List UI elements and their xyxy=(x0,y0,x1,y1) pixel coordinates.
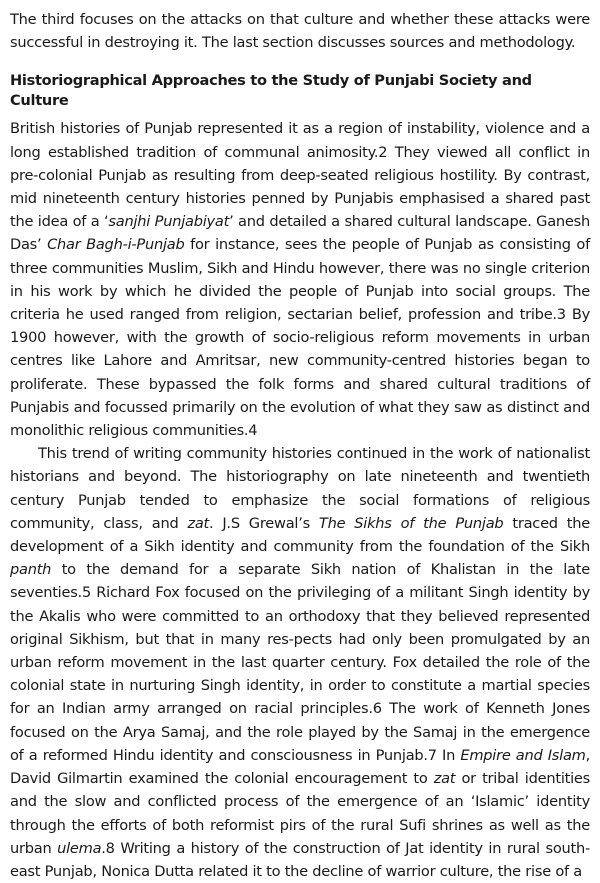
section-gap xyxy=(10,54,590,71)
p2-italic-zat-2: zat xyxy=(433,770,456,788)
p1-text-3: for instance, sees the people of Punjab as consisting of three communities Muslim, Sikh and Hindu however, there was no single criterion in his work by which he divided the people of Punjab into social groups. The criteria he used ranged from religion, sectarian belief, profession and tribe.3 By 1900 however, with the growth of socio-religious reform movements in urban centres like Lahore and Amritsar, new community-centred histories began to proliferate. These bypassed the folk forms and shared cultural traditions of Punjabis and focussed primarily on the evolution of what they saw as distinct and monolithic religious communities.4 xyxy=(10,236,590,440)
intro-text: The third focuses on the attacks on that culture and whether these attacks were successful in destroying it. The last section discusses sources and methodology. xyxy=(10,11,590,52)
p2-italic-ulema: ulema xyxy=(57,839,102,857)
p2-italic-zat: zat xyxy=(187,514,210,532)
p2-text-5: , David Gilmartin examined the colonial encouragement to xyxy=(10,746,591,788)
intro-paragraph xyxy=(10,8,590,54)
p2-italic-empire-islam: Empire and Islam xyxy=(460,746,586,764)
document-page xyxy=(10,8,590,883)
p2-text-3: traced the development of a Sikh identity and community from the foundation of the Sikh xyxy=(10,514,590,556)
p2-text-2: . J.S Grewal’s xyxy=(209,514,319,532)
p1-text-1: British histories of Punjab represented it as a region of instability, violence and a long established tradition of communal animosity.2 They viewed all conflict in pre-colonial Punjab as resulting from deep-seated religious hostility. By contrast, mid nineteenth century histories penned by Punjabis emphasised a shared past the idea of a ‘ xyxy=(10,120,590,231)
p1-italic-char-bagh: Char Bagh-i-Punjab xyxy=(47,236,185,254)
p1-italic-sanjhi: sanjhi Punjabiyat xyxy=(108,213,230,231)
p2-text-1: This trend of writing community histories continued in the work of nationalist historians and beyond. The historiography on late nineteenth and twentieth century Punjab tended to emphasize the social formations of religious community, class, and xyxy=(10,445,590,532)
p2-text-7: .8 Writing a history of the construction of Jat identity in rural south-east Punjab, Nonica Dutta related it to the decline of warrior culture, the rise of a xyxy=(10,839,590,880)
paragraph-2 xyxy=(10,442,590,883)
p2-italic-sikhs-title: The Sikhs of the Punjab xyxy=(318,514,504,532)
p2-italic-panth: panth xyxy=(10,561,52,579)
p2-text-4: to the demand for a separate Sikh nation of Khalistan in the late seventies.5 Richard Fox focused on the privileging of a militant Singh identity by the Akalis who were committed to an orthodoxy that they believed represented original Sikhism, but that in many res-pects had only been promulgated by an urban reform movement in the last quarter century. Fox detailed the role of the colonial state in nurturing Singh identity, in order to constitute a martial species for an Indian army arranged on racial principles.6 The work of Kenneth Jones focused on the Arya Samaj, and the role played by the Samaj in the emergence of a reformed Hindu identity and consciousness in Punjab.7 In xyxy=(10,561,590,764)
paragraph-1 xyxy=(10,117,590,442)
p1-text-2: ’ and detailed a shared cultural landscape. Ganesh Das’ xyxy=(10,213,590,254)
p2-text-6: or tribal identities and the slow and conflicted process of the emergence of an ‘Islamic’ identity through the efforts of both reformist pirs of the rural Sufi shrines as well as the urban xyxy=(10,770,590,857)
section-heading: Historiographical Approaches to the Study of Punjabi Society and Culture xyxy=(10,72,532,110)
